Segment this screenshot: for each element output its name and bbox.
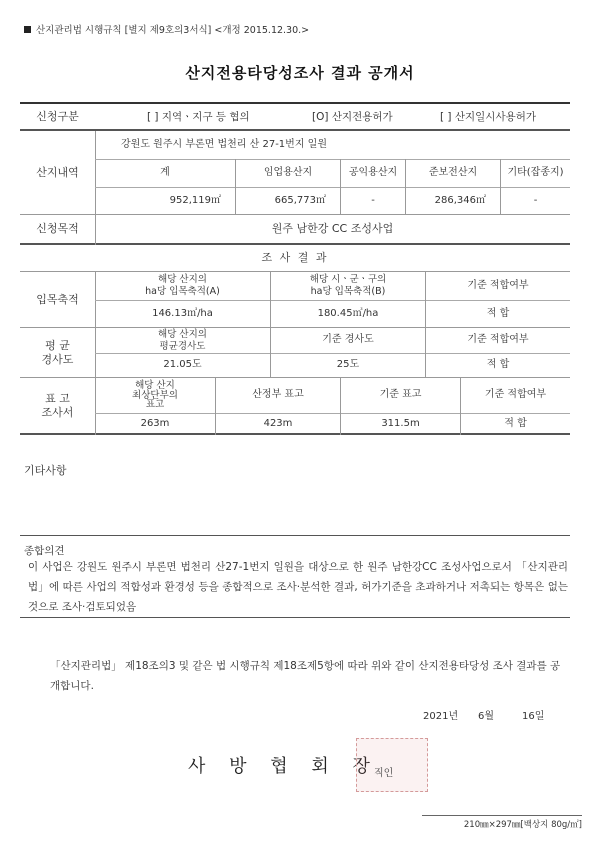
paper-spec: 210㎜×297㎜[백상지 80g/㎡] — [422, 815, 582, 830]
purpose-value: 원주 남한강 CC 조성사업 — [271, 222, 394, 236]
slope-row — [20, 328, 570, 378]
purpose-row — [20, 215, 570, 245]
standing-volume-row — [20, 272, 570, 328]
forest-details-row — [20, 131, 570, 215]
elevation-value-fit: 적 합 — [460, 413, 570, 435]
standing-volume-value-site: 146.13㎥/ha — [152, 307, 213, 319]
slope-label: 평 균 경사도 — [41, 338, 74, 366]
forest-address: 강원도 원주시 부론면 법천리 산 27-1번지 일원 — [121, 138, 327, 150]
slope-value-site: 21.05도 — [163, 359, 202, 371]
standing-volume-value-fit: 적 합 — [425, 300, 570, 328]
document-title: 산지전용타당성조사 결과 공개서 — [185, 64, 415, 82]
signatory-name: 사 방 협 회 장 — [188, 756, 379, 777]
date-day: 16일 — [522, 711, 545, 722]
elevation-header-fit: 기준 적합여부 — [460, 378, 570, 413]
checkbox-mark[interactable]: [ ] — [147, 110, 159, 123]
survey-results-heading: 조 사 결 과 — [261, 251, 329, 265]
purpose-label: 신청목적 — [36, 222, 79, 236]
date-month: 6월 — [478, 711, 495, 722]
elevation-value-site-top: 263m — [140, 417, 170, 429]
forest-header-total: 계 — [160, 166, 170, 178]
checkbox-mark[interactable]: [O] — [312, 110, 329, 123]
elevation-value-standard: 311.5m — [340, 413, 460, 435]
option-forest-conversion[interactable]: [O] 산지전용허가 — [312, 110, 393, 123]
elevation-row — [20, 378, 570, 435]
forest-value-public: - — [340, 187, 405, 215]
form-header-note: 산지관리법 시행규칙 [별지 제9호의3서식] <개정 2015.12.30.> — [24, 22, 309, 36]
standing-volume-header-region: 해당 시ㆍ군ㆍ구의 ha당 입목축적(B) — [270, 272, 425, 300]
option-regional-consultation[interactable]: [ ] 지역ㆍ지구 등 협의 — [147, 110, 250, 123]
forest-header-other: 기타(잡종지) — [500, 159, 570, 187]
forest-value-other: - — [500, 187, 570, 215]
forest-value-production: 665,773㎡ — [235, 187, 340, 215]
elevation-header-site-top: 해당 산지 최상단부의 표고 — [132, 379, 178, 411]
section-divider — [20, 535, 570, 536]
standing-volume-value-region: 180.45㎥/ha — [270, 300, 425, 328]
checkbox-mark[interactable]: [ ] — [440, 110, 452, 123]
form-table — [20, 102, 570, 435]
overall-opinion-label: 종합의견 — [24, 545, 65, 557]
elevation-value-summit: 423m — [215, 413, 340, 435]
forest-header-public: 공익용산지 — [340, 159, 405, 187]
overall-opinion-text: 이 사업은 강원도 원주시 부론면 법천리 산27-1번지 일원을 대상으로 한 원주 남한강CC 조성사업으로서 「산지관리법」에 따른 사업의 적합성과 환경성 등을 종합적으로 조사·분석한 결과, 허가기준을 초과하거나 저촉되는 항목은 없는 것으로 조사·검토되었음 — [28, 561, 568, 613]
standing-volume-label: 입목축적 — [36, 292, 79, 306]
forest-header-semi-conservation: 준보전산지 — [405, 159, 500, 187]
square-bullet-icon — [24, 26, 31, 33]
elevation-header-summit: 산정부 표고 — [215, 378, 340, 413]
standing-volume-header-site: 해당 산지의 ha당 입목축적(A) — [145, 274, 220, 297]
survey-results-heading-row — [20, 245, 570, 272]
forest-value-semi-conservation: 286,346㎡ — [405, 187, 500, 215]
legal-basis-text: 「산지관리법」 제18조의3 및 같은 법 시행규칙 제18조제5항에 따라 위와 같이 산지전용타당성 조사 결과를 공개합니다. — [50, 660, 561, 692]
slope-value-standard: 25도 — [270, 353, 425, 378]
application-type-label: 신청구분 — [36, 109, 79, 123]
elevation-label: 표 고 조사서 — [41, 391, 74, 419]
date-year: 2021년 — [423, 711, 459, 722]
application-type-row — [20, 104, 570, 131]
seal-label: 직인 — [374, 768, 394, 779]
option-temporary-use[interactable]: [ ] 산지일시사용허가 — [440, 110, 537, 123]
slope-value-fit: 적 합 — [425, 353, 570, 378]
elevation-header-standard: 기준 표고 — [340, 378, 460, 413]
other-matters-label: 기타사항 — [24, 464, 67, 477]
forest-details-label: 산지내역 — [36, 165, 79, 179]
slope-header-fit: 기준 적합여부 — [425, 328, 570, 353]
forest-header-production: 임업용산지 — [235, 159, 340, 187]
slope-header-standard: 기준 경사도 — [270, 328, 425, 353]
forest-value-total: 952,119㎡ — [169, 194, 221, 206]
standing-volume-header-fit: 기준 적합여부 — [425, 272, 570, 300]
slope-header-site: 해당 산지의 평균경사도 — [158, 328, 207, 352]
section-divider — [20, 617, 570, 618]
